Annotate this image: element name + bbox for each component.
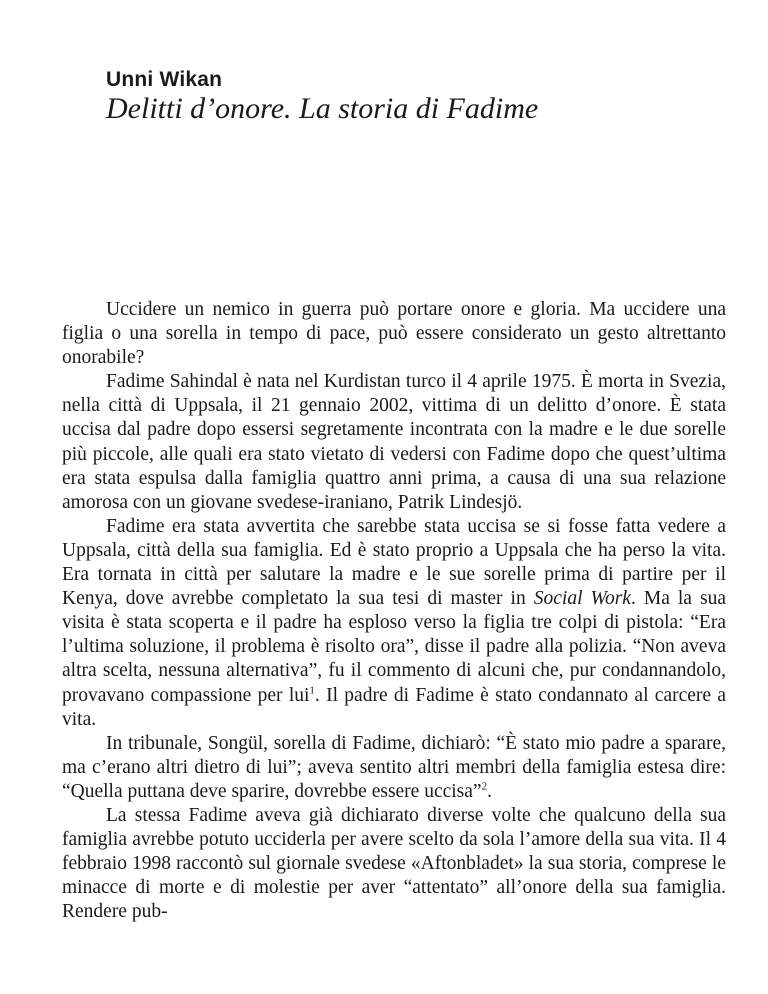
footnote-marker: 2 — [481, 780, 488, 793]
paragraph-text: La stessa Fadime aveva già dichiarato diverse volte che qualcuno della sua famiglia avrebbe potuto ucciderla per avere scelto da sola l’amore della sua vita. Il 4 febbraio 1998 raccontò sul giornale svedese «Aftonbladet» la sua storia, comprese le minacce di morte e di molestie per aver “attentato” all’onore della sua famiglia. Rendere pub- — [62, 804, 726, 923]
book-title: Delitti d’onore. La storia di Fadime — [106, 92, 539, 125]
body-text — [62, 298, 726, 924]
italic-text: Social Work — [533, 588, 631, 610]
paragraph — [62, 515, 726, 732]
footnote-marker: 1 — [309, 684, 315, 696]
author-name: Unni Wikan — [106, 68, 223, 91]
paragraph-text: Uccidere un nemico in guerra può portare onore e gloria. Ma uccidere una figlia o una sorella in tempo di pace, può essere considerato un gesto altrettanto onorabile? — [62, 299, 726, 369]
paragraph — [62, 732, 726, 804]
paragraph-text: Fadime Sahindal è nata nel Kurdistan turco il 4 aprile 1975. È morta in Svezia, nella città di Uppsala, il 21 gennaio 2002, vittima di un delitto d’onore. È stata uccisa dal padre dopo essersi segretamente incontrata con la madre e le due sorelle più piccole, alle quali era stato vietato di vedersi con Fadime dopo che quest’ultima era stata espulsa dalla famiglia quattro anni prima, a causa di una sua relazione amorosa con un giovane svedese-iraniano, Patrik Lindesjö. — [62, 371, 726, 513]
paragraph-text: . Il padre di Fadime è stato condannato al carcere a vita. — [62, 684, 727, 730]
paragraph-text: Fadime era stata avvertita che sarebbe stata uccisa se si fosse fatta vedere a Uppsala, città della sua famiglia. Ed è stato proprio a Uppsala che ha perso la vita. Era tornata in città per salutare la madre e le sue sorelle prima di partire per il Kenya, dove avrebbe completato la sua tesi di master in — [62, 515, 726, 610]
paragraph-text: . Ma la sua visita è stata scoperta e il padre ha esploso verso la figlia tre colpi di pistola: “Era l’ultima soluzione, il problema è risolto ora”, disse il padre alla polizia. “Non aveva altra scelta, nessuna alternativa”, fu il commento di alcuni che, pur condannandolo, provavano compassione per lui — [62, 588, 726, 706]
paragraph — [62, 370, 726, 515]
paragraph — [62, 804, 726, 924]
paragraph-text: . — [487, 780, 492, 802]
paragraph-text: In tribunale, Songül, sorella di Fadime, dichiarò: “È stato mio padre a sparare, ma c’erano altri dietro di lui”; aveva sentito altri membri della famiglia estesa dire: “Quella puttana deve sparire, dovrebbe essere uccisa” — [62, 732, 726, 802]
paragraph — [62, 298, 726, 370]
